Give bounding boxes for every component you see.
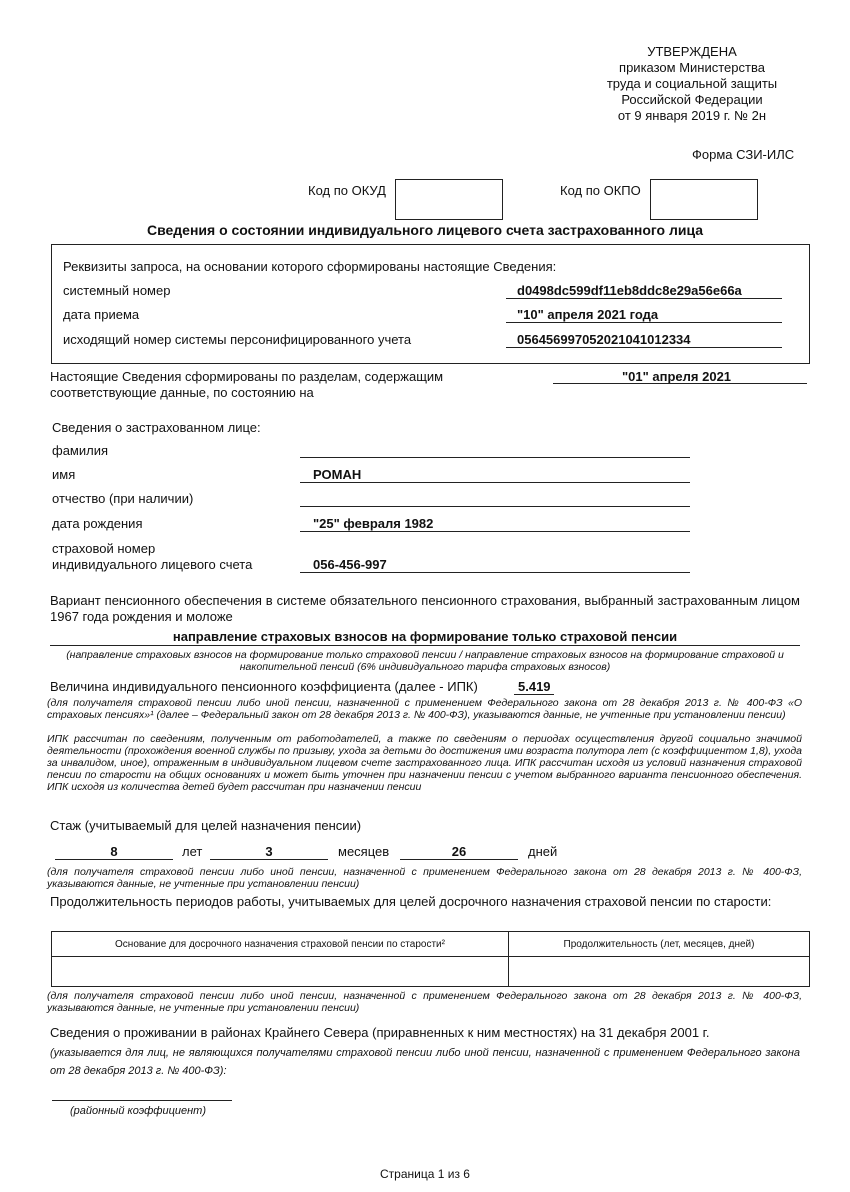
stazh-years-label: лет [182, 844, 203, 859]
early-note: (для получателя страховой пенсии либо иной пенсии, назначенной с применением Федерального закона от 28 декабря 2013 г. № 400-ФЗ, указываются данные, не учтенные при установлении пенсии) [47, 990, 802, 1014]
as-of-value: "01" апреля 2021 [622, 369, 732, 384]
form-name: Форма СЗИ-ИЛС [692, 147, 795, 162]
pension-option-text: Вариант пенсионного обеспечения в системе обязательного пенсионного страхования, выбранный застрахованным лицом 1967 года рождения и моложе [50, 593, 800, 624]
stazh-note: (для получателя страховой пенсии либо иной пенсии, назначенной с применением Федерального закона от 28 декабря 2013 г. № 400-ФЗ, указываются данные, не учтенные при установлении пенсии) [47, 866, 802, 890]
ipk-value: 5.419 [518, 679, 551, 694]
request-heading: Реквизиты запроса, на основании которого сформированы настоящие Сведения: [63, 259, 557, 274]
north-coef-label: (районный коэффициент) [70, 1105, 207, 1117]
page-number: Страница 1 из 6 [380, 1167, 470, 1181]
as-of-label-line1: Настоящие Сведения сформированы по разделам, содержащим [50, 369, 444, 384]
approval-line: приказом Министерства [619, 60, 765, 75]
pension-option-value: направление страховых взносов на формирование только страховой пенсии [172, 629, 678, 644]
north-label: Сведения о проживании в районах Крайнего Севера (приравненных к ним местностях) на 31 декабря 2001 г. [50, 1025, 710, 1040]
stazh-months-value: 3 [265, 844, 273, 859]
outgoing-number-label: исходящий номер системы персонифицированного учета [63, 332, 412, 347]
approval-line: УТВЕРЖДЕНА [647, 44, 737, 59]
pension-option-note: (направление страховых взносов на формирование только страховой пенсии / направление страховых взносов на формирование страховой и накопительной пенсий (6% индивидуального тарифа страховых взносов) [66, 649, 784, 673]
early-table-header-duration: Продолжительность (лет, месяцев, дней) [563, 939, 755, 950]
ipk-label: Величина индивидуального пенсионного коэффициента (далее - ИПК) [50, 679, 478, 694]
okpo-field[interactable] [650, 179, 758, 220]
surname-label: фамилия [52, 443, 109, 458]
as-of-label [50, 369, 443, 401]
snils-underline [300, 572, 690, 573]
stazh-months-label: месяцев [338, 844, 390, 859]
ipk-note-2: ИПК рассчитан по сведениям, полученным от работодателей, а также по сведениям о периодах осуществления другой социально значимой деятельности (прохождения военной службы по призыву, ухода за детьми до достижения ими возраста полутора лет (с коэффициентом 1,8), ухода за инвалидом, иное), отраженным в индивидуальном лицевом счете застрахованного лица. ИПК рассчитан исходя из условий назначения страховой пенсии по старости на общих основаниях и может быть уточнен при назначении пенсии с учетом выбранного варианта пенсионного обеспечения. ИПК исходя из количества детей будет рассчитан при назначении пенсии [47, 733, 802, 793]
ipk-note-1: (для получателя страховой пенсии либо иной пенсии, назначенной с применением Федерального закона от 28 декабря 2013 г. № 400-ФЗ «О страховых пенсиях»¹ (далее – Федеральный закон от 28 декабря 2013 г. № 400-ФЗ), указываются данные, не учтенные при установлении пенсии) [47, 697, 802, 721]
birth-label: дата рождения [52, 516, 143, 531]
outgoing-number-value: 056456997052021041012334 [517, 332, 691, 347]
approval-line: труда и социальной защиты [606, 76, 778, 91]
snils-label [52, 541, 252, 573]
name-value: РОМАН [313, 467, 362, 482]
receipt-date-label: дата приема [63, 307, 140, 322]
snils-value: 056-456-997 [313, 557, 387, 572]
birth-value: "25" февраля 1982 [313, 516, 434, 531]
okud-field[interactable] [395, 179, 503, 220]
approval-line: от 9 января 2019 г. № 2н [617, 108, 767, 123]
approval-line: Российской Федерации [621, 92, 763, 107]
patronymic-underline [300, 506, 690, 507]
system-number-label: системный номер [63, 283, 171, 298]
snils-label-line1: страховой номер [52, 541, 156, 556]
as-of-label-line2: соответствующие данные, по состоянию на [50, 385, 314, 400]
early-table [51, 931, 810, 987]
outgoing-number-underline [506, 347, 782, 348]
okud-label: Код по ОКУД [308, 183, 386, 198]
receipt-date-value: "10" апреля 2021 года [517, 307, 659, 322]
snils-label-line2: индивидуального лицевого счета [52, 557, 253, 572]
receipt-date-underline [506, 322, 782, 323]
document-title: Сведения о состоянии индивидуального лицевого счета застрахованного лица [146, 222, 704, 238]
stazh-months-underline [210, 859, 328, 860]
early-table-header-basis: Основание для досрочного назначения страховой пенсии по старости² [115, 939, 445, 950]
stazh-years-value: 8 [110, 844, 118, 859]
person-heading: Сведения о застрахованном лице: [52, 420, 261, 435]
as-of-underline [553, 383, 807, 384]
stazh-days-underline [400, 859, 518, 860]
system-number-underline [506, 298, 782, 299]
system-number-value: d0498dc599df11eb8ddc8e29a56e66a [517, 283, 742, 298]
ipk-underline [514, 694, 554, 695]
early-table-row-divider [52, 956, 809, 957]
north-note: (указывается для лиц, не являющихся получателями страховой пенсии либо иной пенсии, назначенной с применением Федерального закона от 28 декабря 2013 г. № 400-ФЗ): [50, 1047, 800, 1077]
patronymic-label: отчество (при наличии) [52, 491, 194, 506]
name-label: имя [52, 467, 76, 482]
north-coef-underline [52, 1100, 232, 1101]
name-underline [300, 482, 690, 483]
surname-underline [300, 457, 690, 458]
birth-underline [300, 531, 690, 532]
approval-block [582, 44, 802, 124]
early-label: Продолжительность периодов работы, учитываемых для целей досрочного назначения страховой пенсии по старости: [50, 894, 772, 909]
stazh-days-value: 26 [451, 844, 467, 859]
stazh-label: Стаж (учитываемый для целей назначения пенсии) [50, 818, 362, 833]
pension-option-underline [50, 645, 800, 646]
stazh-years-underline [55, 859, 173, 860]
okpo-label: Код по ОКПО [560, 183, 641, 198]
stazh-days-label: дней [528, 844, 558, 859]
